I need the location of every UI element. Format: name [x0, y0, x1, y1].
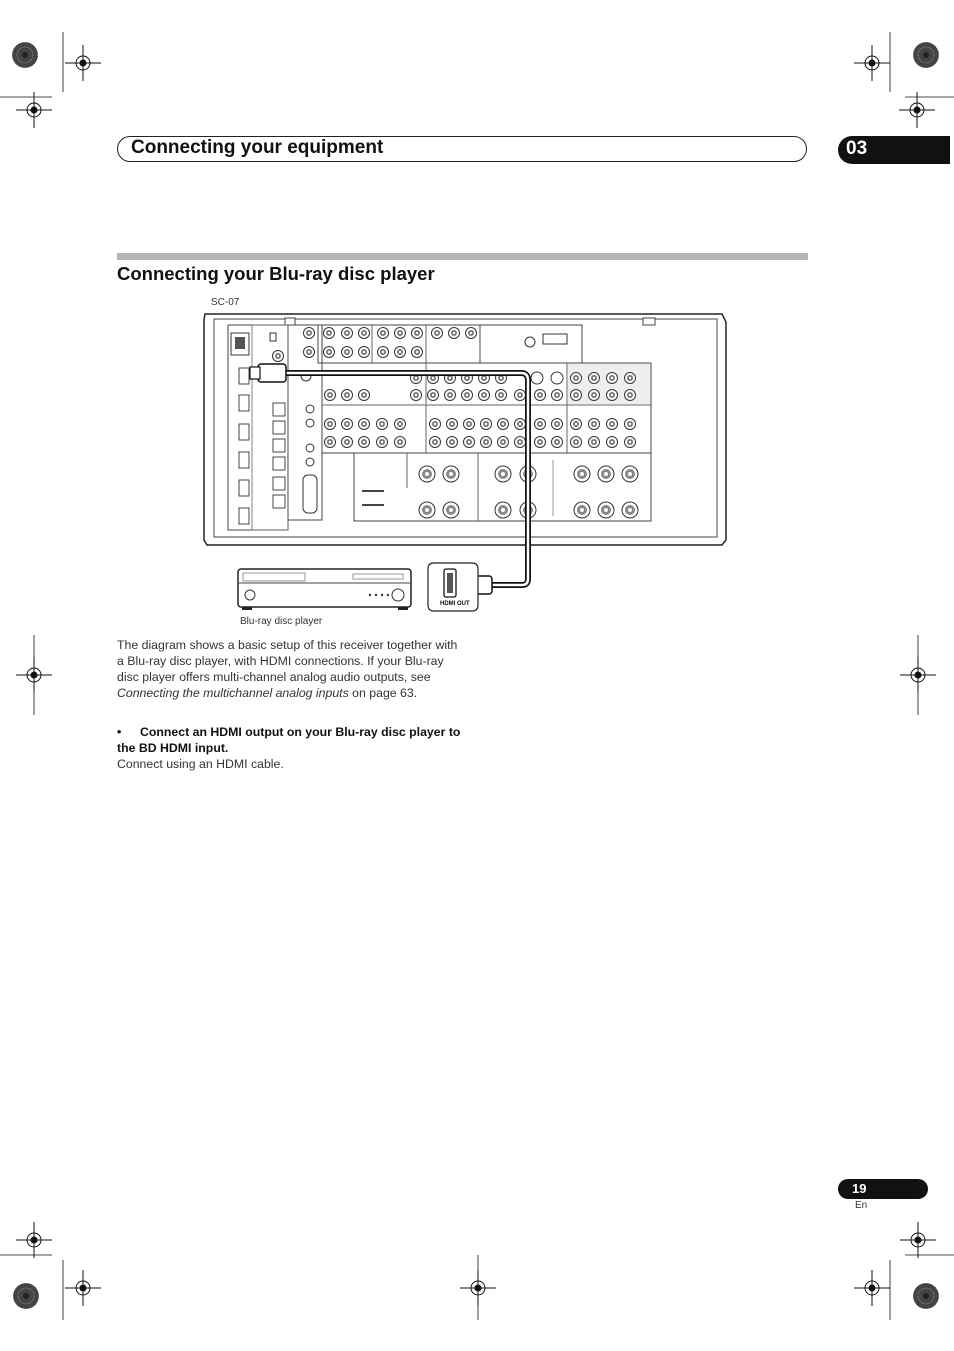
- hdmi-out-port-label: HDMI OUT: [440, 601, 470, 607]
- cross-reference-link: Connecting the multichannel analog inputs: [117, 686, 349, 700]
- step-text: Connect an HDMI output on your Blu-ray disc player to the BD HDMI input.: [117, 725, 461, 755]
- instruction-step: [117, 724, 462, 756]
- page-number: 19: [838, 1179, 928, 1199]
- receiver-model-label: SC-07: [211, 297, 240, 308]
- registration-marks-bottom: [0, 1222, 954, 1320]
- intro-paragraph: [117, 637, 462, 701]
- intro-text: The diagram shows a basic setup of this receiver together with a Blu-ray disc player, with HDMI connections. If your Blu-ray disc player offers multi-channel analog audio outputs, see: [117, 638, 458, 684]
- language-code: En: [855, 1200, 868, 1211]
- chapter-title: Connecting your equipment: [131, 137, 384, 158]
- registration-marks-top: [0, 32, 954, 128]
- section-title: Connecting your Blu-ray disc player: [117, 263, 435, 284]
- intro-text-end: on page 63.: [348, 686, 418, 700]
- receiver-rear-panel: [204, 314, 726, 545]
- step-bullet: •: [117, 725, 122, 739]
- section-rule: [117, 253, 808, 260]
- chapter-number-badge: 03: [838, 136, 950, 164]
- bluray-player-label: Blu-ray disc player: [240, 616, 323, 627]
- step-detail: Connect using an HDMI cable.: [117, 757, 284, 771]
